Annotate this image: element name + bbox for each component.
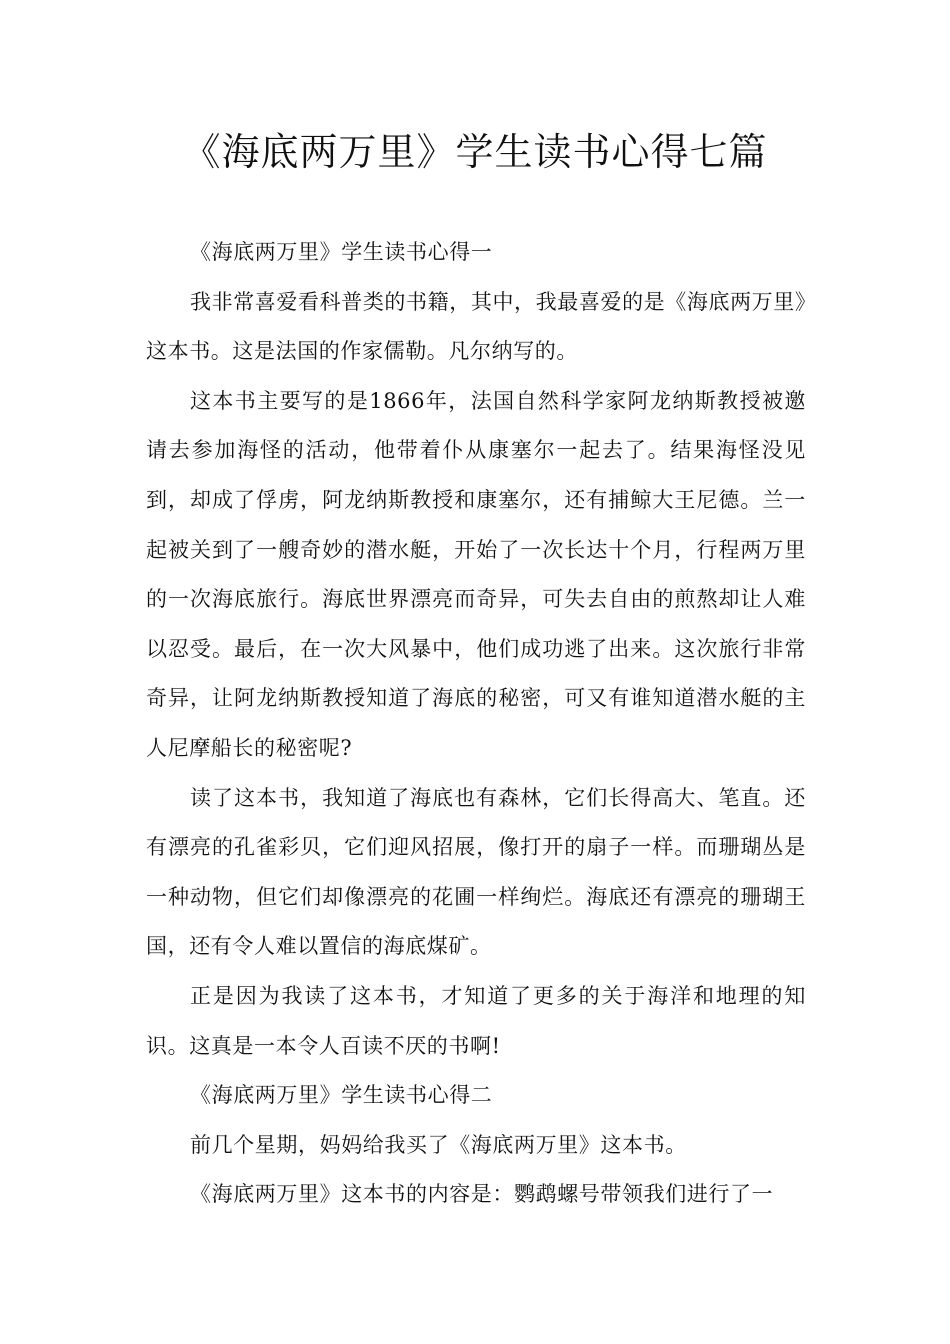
paragraph: 这本书主要写的是1866年，法国自然科学家阿龙纳斯教授被邀请去参加海怪的活动，他带着仆从康塞尔一起去了。结果海怪没见到，却成了俘虏，阿龙纳斯教授和康塞尔，还有捕鲸大王尼德。兰一起被关到了一艘奇妙的潜水艇，开始了一次长达十个月，行程两万里的一次海底旅行。海底世界漂亮而奇异，可失去自由的煎熬却让人难以忍受。最后，在一次大风暴中，他们成功逃了出来。这次旅行非常奇异，让阿龙纳斯教授知道了海底的秘密，可又有谁知道潜水艇的主人尼摩船长的秘密呢? (146, 388, 806, 760)
document-title: 《海底两万里》学生读书心得七篇 (182, 130, 768, 174)
section-heading-2: 《海底两万里》学生读书心得二 (190, 1083, 493, 1108)
section-heading-1: 《海底两万里》学生读书心得一 (190, 240, 493, 264)
paragraph: 前几个星期，妈妈给我买了《海底两万里》这本书。 (190, 1132, 687, 1157)
paragraph: 读了这本书，我知道了海底也有森林，它们长得高大、笔直。还有漂亮的孔雀彩贝，它们迎风招展，像打开的扇子一样。而珊瑚丛是一种动物，但它们却像漂亮的花圃一样绚烂。海底还有漂亮的珊瑚王国，还有令人难以置信的海底煤矿。 (146, 785, 806, 959)
document-body (146, 228, 806, 1220)
paragraph: 正是因为我读了这本书，才知道了更多的关于海洋和地理的知识。这真是一本令人百读不厌的书啊! (146, 983, 806, 1058)
paragraph: 《海底两万里》这本书的内容是：鹦鹉螺号带领我们进行了一 (190, 1182, 774, 1207)
paragraph: 我非常喜爱看科普类的书籍，其中，我最喜爱的是《海底两万里》这本书。这是法国的作家儒勒。凡尔纳写的。 (146, 289, 806, 364)
